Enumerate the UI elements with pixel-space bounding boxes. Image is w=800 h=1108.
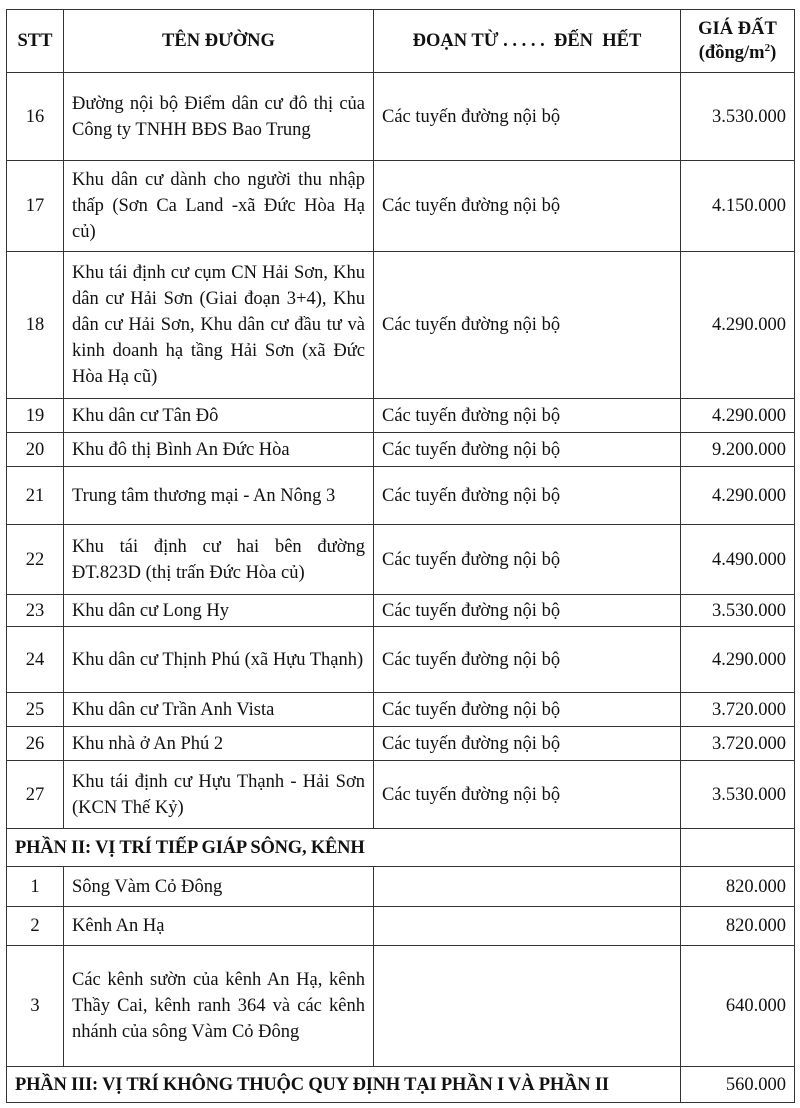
- street-name-cell: Các kênh sườn của kênh An Hạ, kênh Thầy Cai, kênh ranh 364 và các kênh nhánh của sông Vàm Cỏ Đông: [64, 946, 374, 1067]
- segment-cell: Các tuyến đường nội bộ: [374, 727, 681, 761]
- stt-cell: 3: [7, 946, 64, 1067]
- land-price-table: [6, 9, 795, 1103]
- table-row: [7, 595, 795, 627]
- stt-cell: 26: [7, 727, 64, 761]
- price-cell: 3.720.000: [681, 693, 795, 727]
- table-row: [7, 907, 795, 946]
- stt-cell: 20: [7, 433, 64, 467]
- section-row: [7, 829, 795, 867]
- price-cell: 820.000: [681, 907, 795, 946]
- table-row: [7, 867, 795, 907]
- segment-cell: Các tuyến đường nội bộ: [374, 161, 681, 252]
- price-cell: 4.150.000: [681, 161, 795, 252]
- stt-cell: 18: [7, 252, 64, 399]
- section-title: PHẦN II: VỊ TRÍ TIẾP GIÁP SÔNG, KÊNH: [7, 829, 681, 867]
- street-name-cell: Khu tái định cư Hựu Thạnh - Hải Sơn (KCN Thế Kỷ): [64, 761, 374, 829]
- header-price-title: GIÁ ĐẤT: [698, 19, 777, 39]
- street-name-cell: Khu tái định cư hai bên đường ĐT.823D (thị trấn Đức Hòa củ): [64, 525, 374, 595]
- price-cell: 4.290.000: [681, 627, 795, 693]
- stt-cell: 17: [7, 161, 64, 252]
- segment-cell: Các tuyến đường nội bộ: [374, 73, 681, 161]
- street-name-cell: Khu dân cư Long Hy: [64, 595, 374, 627]
- table-row: [7, 399, 795, 433]
- segment-cell: Các tuyến đường nội bộ: [374, 399, 681, 433]
- segment-cell: Các tuyến đường nội bộ: [374, 467, 681, 525]
- street-name-cell: Khu tái định cư cụm CN Hải Sơn, Khu dân cư Hải Sơn (Giai đoạn 3+4), Khu dân cư Hải Sơn, Khu dân cư đầu tư và kinh doanh hạ tầng Hải Sơn (xã Đức Hòa Hạ cũ): [64, 252, 374, 399]
- price-cell: 4.290.000: [681, 399, 795, 433]
- table-row: [7, 467, 795, 525]
- header-stt: STT: [7, 10, 64, 73]
- segment-cell: Các tuyến đường nội bộ: [374, 627, 681, 693]
- section-row: [7, 1067, 795, 1103]
- segment-cell: [374, 867, 681, 907]
- street-name-cell: Khu dân cư Tân Đô: [64, 399, 374, 433]
- street-name-cell: Khu nhà ở An Phú 2: [64, 727, 374, 761]
- stt-cell: 19: [7, 399, 64, 433]
- table-row: [7, 761, 795, 829]
- price-cell: 820.000: [681, 867, 795, 907]
- stt-cell: 24: [7, 627, 64, 693]
- table-row: [7, 525, 795, 595]
- stt-cell: 25: [7, 693, 64, 727]
- stt-cell: 16: [7, 73, 64, 161]
- table-row: [7, 73, 795, 161]
- section-price-cell: 560.000: [681, 1067, 795, 1103]
- street-name-cell: Khu dân cư Thịnh Phú (xã Hựu Thạnh): [64, 627, 374, 693]
- header-row: [7, 10, 795, 73]
- stt-cell: 1: [7, 867, 64, 907]
- price-cell: 640.000: [681, 946, 795, 1067]
- stt-cell: 22: [7, 525, 64, 595]
- stt-cell: 23: [7, 595, 64, 627]
- street-name-cell: Khu đô thị Bình An Đức Hòa: [64, 433, 374, 467]
- stt-cell: 27: [7, 761, 64, 829]
- segment-cell: Các tuyến đường nội bộ: [374, 693, 681, 727]
- price-cell: 4.290.000: [681, 467, 795, 525]
- header-segment: ĐOẠN TỪ . . . . . ĐẾN HẾT: [374, 10, 681, 73]
- segment-cell: Các tuyến đường nội bộ: [374, 433, 681, 467]
- street-name-cell: Đường nội bộ Điểm dân cư đô thị của Công ty TNHH BĐS Bao Trung: [64, 73, 374, 161]
- stt-cell: 21: [7, 467, 64, 525]
- header-land-price: [681, 10, 795, 73]
- price-cell: 9.200.000: [681, 433, 795, 467]
- segment-cell: [374, 907, 681, 946]
- table-row: [7, 627, 795, 693]
- price-cell: 3.530.000: [681, 73, 795, 161]
- segment-cell: [374, 946, 681, 1067]
- table-row: [7, 161, 795, 252]
- segment-cell: Các tuyến đường nội bộ: [374, 525, 681, 595]
- table-row: [7, 252, 795, 399]
- price-cell: 3.720.000: [681, 727, 795, 761]
- street-name-cell: Sông Vàm Cỏ Đông: [64, 867, 374, 907]
- price-cell: 4.290.000: [681, 252, 795, 399]
- street-name-cell: Khu dân cư Trần Anh Vista: [64, 693, 374, 727]
- header-street-name: TÊN ĐƯỜNG: [64, 10, 374, 73]
- street-name-cell: Trung tâm thương mại - An Nông 3: [64, 467, 374, 525]
- price-cell: 3.530.000: [681, 761, 795, 829]
- segment-cell: Các tuyến đường nội bộ: [374, 252, 681, 399]
- segment-cell: Các tuyến đường nội bộ: [374, 761, 681, 829]
- table-row: [7, 693, 795, 727]
- street-name-cell: Kênh An Hạ: [64, 907, 374, 946]
- table-row: [7, 727, 795, 761]
- price-cell: 3.530.000: [681, 595, 795, 627]
- header-price-unit: $(đồng/m^2)$: [698, 41, 777, 63]
- section-price-cell: [681, 829, 795, 867]
- table-row: [7, 946, 795, 1067]
- street-name-cell: Khu dân cư dành cho người thu nhập thấp (Sơn Ca Land -xã Đức Hòa Hạ củ): [64, 161, 374, 252]
- table-row: [7, 433, 795, 467]
- price-cell: 4.490.000: [681, 525, 795, 595]
- stt-cell: 2: [7, 907, 64, 946]
- section-title: PHẦN III: VỊ TRÍ KHÔNG THUỘC QUY ĐỊNH TẠI PHẦN I VÀ PHẦN II: [7, 1067, 681, 1103]
- segment-cell: Các tuyến đường nội bộ: [374, 595, 681, 627]
